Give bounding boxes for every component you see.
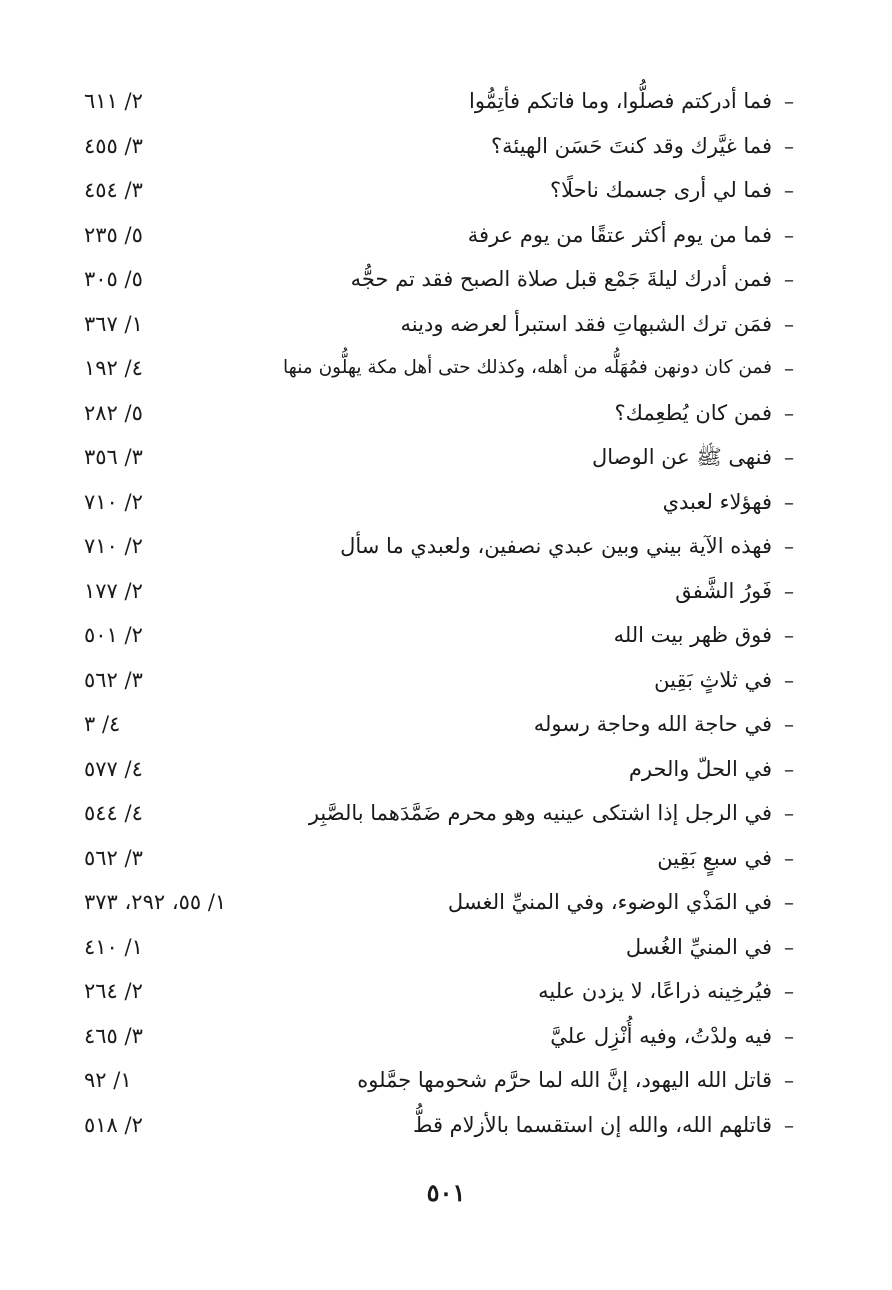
hadith-text: في ثلاثٍ بَقِين	[654, 667, 772, 692]
volume-page-reference: ٢/ ٧١٠	[84, 489, 143, 514]
volume-page-reference: ٣/ ٥٦٢	[84, 845, 143, 870]
hadith-text: فمَن ترك الشبهاتِ فقد استبرأ لعرضه ودينه	[400, 311, 772, 336]
hadith-text: فما غيَّرك وقد كنتَ حَسَن الهيئة؟	[490, 133, 772, 158]
index-entry	[0, 926, 892, 971]
index-entry	[0, 1015, 892, 1060]
hadith-text: في المَذْي الوضوء، وفي المنيِّ الغسل	[447, 890, 772, 914]
hadith-text: فما من يوم أكثر عتقًا من يوم عرفة	[467, 222, 772, 247]
volume-page-reference: ٤/ ١٩٢	[84, 356, 143, 380]
volume-page-reference: ٢/ ٦١١	[84, 89, 143, 113]
entry-dash: –	[784, 712, 794, 736]
hadith-text: في الحلّ والحرم	[628, 756, 772, 781]
entry-dash: –	[784, 400, 794, 425]
entry-dash: –	[784, 845, 794, 870]
volume-page-reference: ٤/ ٥٤٤	[84, 801, 143, 825]
hadith-text: فيُرخِينه ذراعًا، لا يزدن عليه	[538, 979, 772, 1003]
volume-page-reference: ٢/ ٧١٠	[84, 534, 143, 558]
hadith-text: فَورُ الشَّفق	[675, 578, 772, 603]
volume-page-reference: ١/ ٩٢	[84, 1068, 132, 1092]
hadith-text: فما أدركتم فصلُّوا، وما فاتكم فأتِمُّوا	[468, 89, 772, 113]
index-entry	[0, 1059, 892, 1104]
entry-dash: –	[784, 1023, 794, 1048]
hadith-text: في سبعٍ بَقِين	[657, 845, 772, 870]
index-entry	[0, 881, 892, 926]
entry-dash: –	[784, 445, 794, 469]
hadith-text: فهذه الآية بيني وبين عبدي نصفين، ولعبدي ما سأل	[340, 534, 772, 558]
volume-page-reference: ٥/ ٢٨٢	[84, 400, 143, 425]
volume-page-reference: ٤/ ٥٧٧	[84, 756, 143, 781]
volume-page-reference: ١/ ٤١٠	[84, 934, 143, 959]
hadith-text: فمن كان يُطعِمك؟	[614, 400, 772, 425]
hadith-text: فنهى ﷺ عن الوصال	[591, 445, 772, 469]
index-entry	[0, 214, 892, 259]
entry-dash: –	[784, 534, 794, 558]
volume-page-reference: ٣/ ٤٦٥	[84, 1023, 143, 1048]
volume-page-reference: ٥/ ٢٣٥	[84, 222, 143, 247]
index-entry	[0, 303, 892, 348]
hadith-text: فما لي أرى جسمك ناحلًا؟	[549, 178, 772, 202]
index-entry	[0, 748, 892, 793]
entry-dash: –	[784, 667, 794, 692]
entry-dash: –	[784, 801, 794, 825]
index-entry	[0, 347, 892, 392]
entry-dash: –	[784, 1112, 794, 1137]
volume-page-reference: ١/ ٣٦٧	[84, 311, 143, 336]
hadith-text: قاتل الله اليهود، إنَّ الله لما حرَّم شحومها جمَّلوه	[357, 1068, 772, 1092]
index-entry	[0, 570, 892, 615]
volume-page-reference: ٤/ ٣	[84, 712, 121, 736]
hadith-text: فوق ظهر بيت الله	[613, 623, 772, 647]
entry-dash: –	[784, 178, 794, 202]
volume-page-reference: ٢/ ١٧٧	[84, 578, 143, 603]
index-entry	[0, 258, 892, 303]
hadith-text: فمن كان دونهن فمُهَلُّه من أهله، وكذلك حتى أهل مكة يهلُّون منها	[283, 357, 772, 378]
volume-page-reference: ٣/ ٣٥٦	[84, 445, 143, 469]
index-entry	[0, 525, 892, 570]
volume-page-reference: ٥/ ٣٠٥	[84, 267, 143, 291]
entry-dash: –	[784, 133, 794, 158]
hadith-text: في الرجل إذا اشتكى عينيه وهو محرم ضَمَّدَهما بالصَّبِر	[308, 801, 772, 825]
entry-dash: –	[784, 267, 794, 291]
index-entry	[0, 80, 892, 125]
entry-dash: –	[784, 979, 794, 1003]
hadith-text: في المنيِّ الغُسل	[625, 934, 772, 959]
index-entry	[0, 614, 892, 659]
entry-dash: –	[784, 756, 794, 781]
entry-dash: –	[784, 623, 794, 647]
index-entry	[0, 125, 892, 170]
entry-dash: –	[784, 578, 794, 603]
entry-dash: –	[784, 222, 794, 247]
index-entry	[0, 392, 892, 437]
entry-dash: –	[784, 356, 794, 380]
hadith-text: فهؤلاء لعبدي	[662, 489, 772, 514]
entry-dash: –	[784, 89, 794, 113]
index-entry	[0, 792, 892, 837]
entry-dash: –	[784, 311, 794, 336]
index-entry	[0, 659, 892, 704]
index-entry	[0, 1104, 892, 1149]
hadith-text: في حاجة الله وحاجة رسوله	[533, 712, 772, 736]
volume-page-reference: ٣/ ٤٥٤	[84, 178, 143, 202]
index-entry	[0, 970, 892, 1015]
volume-page-reference: ١/ ٥٥، ٢٩٢، ٣٧٣	[84, 890, 227, 914]
volume-page-reference: ٣/ ٥٦٢	[84, 667, 143, 692]
volume-page-reference: ٢/ ٥١٨	[84, 1112, 143, 1137]
index-entry	[0, 837, 892, 882]
hadith-index-list	[0, 80, 892, 1148]
entry-dash: –	[784, 489, 794, 514]
volume-page-reference: ٢/ ٢٦٤	[84, 979, 143, 1003]
entry-dash: –	[784, 934, 794, 959]
volume-page-reference: ٣/ ٤٥٥	[84, 133, 143, 158]
entry-dash: –	[784, 890, 794, 914]
hadith-text: قاتلهم الله، والله إن استقسما بالأزلام قطُّ	[413, 1112, 772, 1137]
index-entry	[0, 481, 892, 526]
index-entry	[0, 436, 892, 481]
page-number: ٥٠١	[426, 1178, 466, 1207]
index-entry	[0, 169, 892, 214]
entry-dash: –	[784, 1068, 794, 1092]
hadith-text: فمن أدرك ليلةَ جَمْع قبل صلاة الصبح فقد تم حجُّه	[350, 267, 772, 291]
index-entry	[0, 703, 892, 748]
volume-page-reference: ٢/ ٥٠١	[84, 623, 143, 647]
hadith-text: فيه ولدْتُ، وفيه أُنْزِل عليَّ	[550, 1023, 772, 1048]
